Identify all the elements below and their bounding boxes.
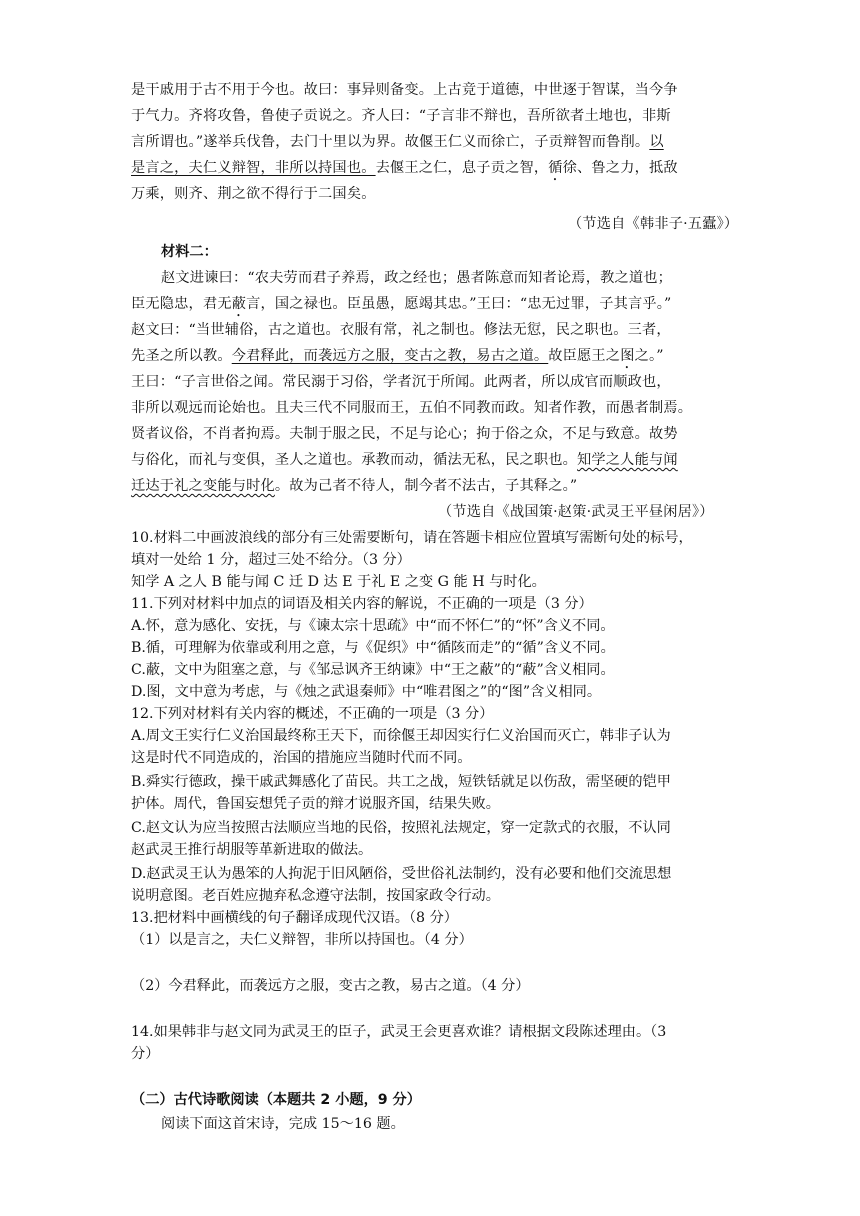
material2-line-6: 非所以观远而论始也。且夫三代不同服而王，五伯不同教而政。知者作教，而愚者制焉。	[131, 400, 693, 416]
material1-source: （节选自《韩非子·五蠹》）	[568, 216, 739, 232]
material1-line-4: 是言之，夫仁义辩智，非所以持国也。去偃王之仁，息子贡之智，循徐、鲁之力，抵敌	[131, 160, 678, 176]
material2-line-1: 赵文进谏曰：“农夫劳而君子养焉，政之经也；愚者陈意而知者论焉，教之道也；	[161, 270, 673, 286]
q12-option-c-line-1: C.赵文认为应当按照古法顺应当地的民俗，按照礼法规定，穿一定款式的衣服，不认同	[131, 820, 671, 836]
wavy-line-part-1: 知学之人能与闻	[577, 452, 678, 468]
underlined-sentence-start: 以	[649, 134, 664, 150]
poetry-intro: 阅读下面这首宋诗，完成 15～16 题。	[161, 1116, 405, 1132]
q11-option-c: C.蔽，文中为阻塞之意，与《邹忌讽齐王纳谏》中“王之蔽”的“蔽”含义相同。	[131, 662, 615, 678]
material2-line-3: 赵文曰：“当世辅俗，古之道也。衣服有常，礼之制也。修法无愆，民之职也。三者，	[131, 322, 671, 338]
material1-line-1: 是干戚用于古不用于今也。故曰：事异则备变。上古竞于道德，中世逐于智谋，当今争	[131, 82, 678, 98]
material1-line-5: 万乘，则齐、荆之欲不得行于二国矣。	[131, 186, 376, 202]
q10-stem-line-2: 填对一处给 1 分，超过三处不给分。（3 分）	[131, 552, 411, 568]
q11-option-a: A.怀，意为感化、安抚，与《谏太宗十思疏》中“而不怀仁”的“怀”含义不同。	[131, 618, 615, 634]
material2-line-2: 臣无隐忠，君无蔽言，国之禄也。臣虽愚，愿竭其忠。”王曰：“忠无过罪，子其言乎。”	[131, 296, 672, 312]
underlined-sentence-2: 今君释此，而袭远方之服，变古之教，易古之道。	[231, 348, 549, 364]
wavy-line-part-2: 迁达于礼之变能与时化	[131, 478, 275, 494]
q14-stem-line-1: 14.如果韩非与赵文同为武灵王的臣子，武灵王会更喜欢谁？请根据文段陈述理由。（3	[131, 1024, 667, 1040]
q10-passage: 知学 A 之人 B 能与闻 C 迁 D 达 E 于礼 E 之变 G 能 H 与时化。	[131, 574, 546, 590]
q11-option-b: B.循，可理解为依靠或利用之意，与《促织》中“循陔而走”的“循”含义不同。	[131, 640, 615, 656]
q12-option-c-line-2: 赵武灵王推行胡服等革新进取的做法。	[131, 842, 373, 858]
material2-line-7: 贤者议俗，不肖者拘焉。夫制于服之民，不足与论心；拘于俗之众，不足与致意。故势	[131, 426, 678, 442]
material2-line-4: 先圣之所以教。今君释此，而袭远方之服，变古之教，易古之道。故臣愿王之图之。”	[131, 348, 664, 364]
material2-line-5: 王曰：“子言世俗之闻。常民溺于习俗，学者沉于所闻。此两者，所以成官而顺政也，	[131, 374, 671, 390]
q11-stem: 11.下列对材料中加点的词语及相关内容的解说，不正确的一项是（3 分）	[131, 596, 593, 612]
q12-option-d-line-2: 说明意图。老百姓应抛弃私念遵守法制，按国家政令行动。	[131, 888, 500, 904]
q10-stem-line-1: 10.材料二中画波浪线的部分有三处需要断句，请在答题卡相应位置填写需断句处的标号，	[131, 530, 693, 546]
q12-option-b-line-2: 护体。周代，鲁国妄想凭子贡的辩才说服齐国，结果失败。	[131, 796, 500, 812]
q11-option-d: D.图，文中意为考虑，与《烛之武退秦师》中“唯君图之”的“图”含义相同。	[131, 684, 602, 700]
dotted-word-tu: 图	[620, 348, 635, 364]
q13-sentence-1: （1）以是言之，夫仁义辩智，非所以持国也。（4 分）	[131, 932, 473, 948]
q12-option-a-line-2: 这是时代不同造成的，治国的措施应当随时代而不同。	[131, 750, 472, 766]
q12-option-d-line-1: D.赵武灵王认为愚笨的人拘泥于旧风陋俗，受世俗礼法制约，没有必要和他们交流思想	[131, 866, 672, 882]
underlined-sentence: 是言之，夫仁义辩智，非所以持国也。	[131, 160, 376, 176]
q12-option-a-line-1: A.周文王实行仁义治国最终称王天下，而徐偃王却因实行仁义治国而灭亡，韩非子认为	[131, 728, 671, 744]
q14-stem-line-2: 分）	[131, 1046, 160, 1062]
material1-line-3: 言所谓也。”遂举兵伐鲁，去门十里以为界。故偃王仁义而徐亡，子贡辩智而鲁削。以	[131, 134, 664, 150]
material2-line-9: 迁达于礼之变能与时化。故为己者不待人，制今者不法古，子其释之。”	[131, 478, 578, 494]
dotted-word-xun: 循	[548, 160, 563, 176]
poetry-section-heading: （二）古代诗歌阅读（本题共 2 小题，9 分）	[131, 1092, 421, 1108]
material1-line-2: 于气力。齐将攻鲁，鲁使子贡说之。齐人曰：“子言非不辩也，吾所欲者土地也，非斯	[131, 108, 671, 124]
material2-source: （节选自《战国策·赵策·武灵王平昼闲居》）	[438, 504, 714, 520]
q13-sentence-2: （2）今君释此，而袭远方之服，变古之教，易古之道。（4 分）	[131, 978, 530, 994]
q12-option-b-line-1: B.舜实行德政，操干戚武舞感化了苗民。共工之战，短铁铦就足以伤敌，需坚硬的铠甲	[131, 774, 671, 790]
material2-line-8: 与俗化，而礼与变俱，圣人之道也。承教而动，循法无私，民之职也。知学之人能与闻	[131, 452, 678, 468]
q12-stem: 12.下列对材料有关内容的概述，不正确的一项是（3 分）	[131, 706, 494, 722]
q13-stem: 13.把材料中画横线的句子翻译成现代汉语。（8 分）	[131, 910, 458, 926]
material2-heading: 材料二：	[161, 244, 218, 260]
dotted-word-bi: 蔽	[231, 296, 247, 312]
